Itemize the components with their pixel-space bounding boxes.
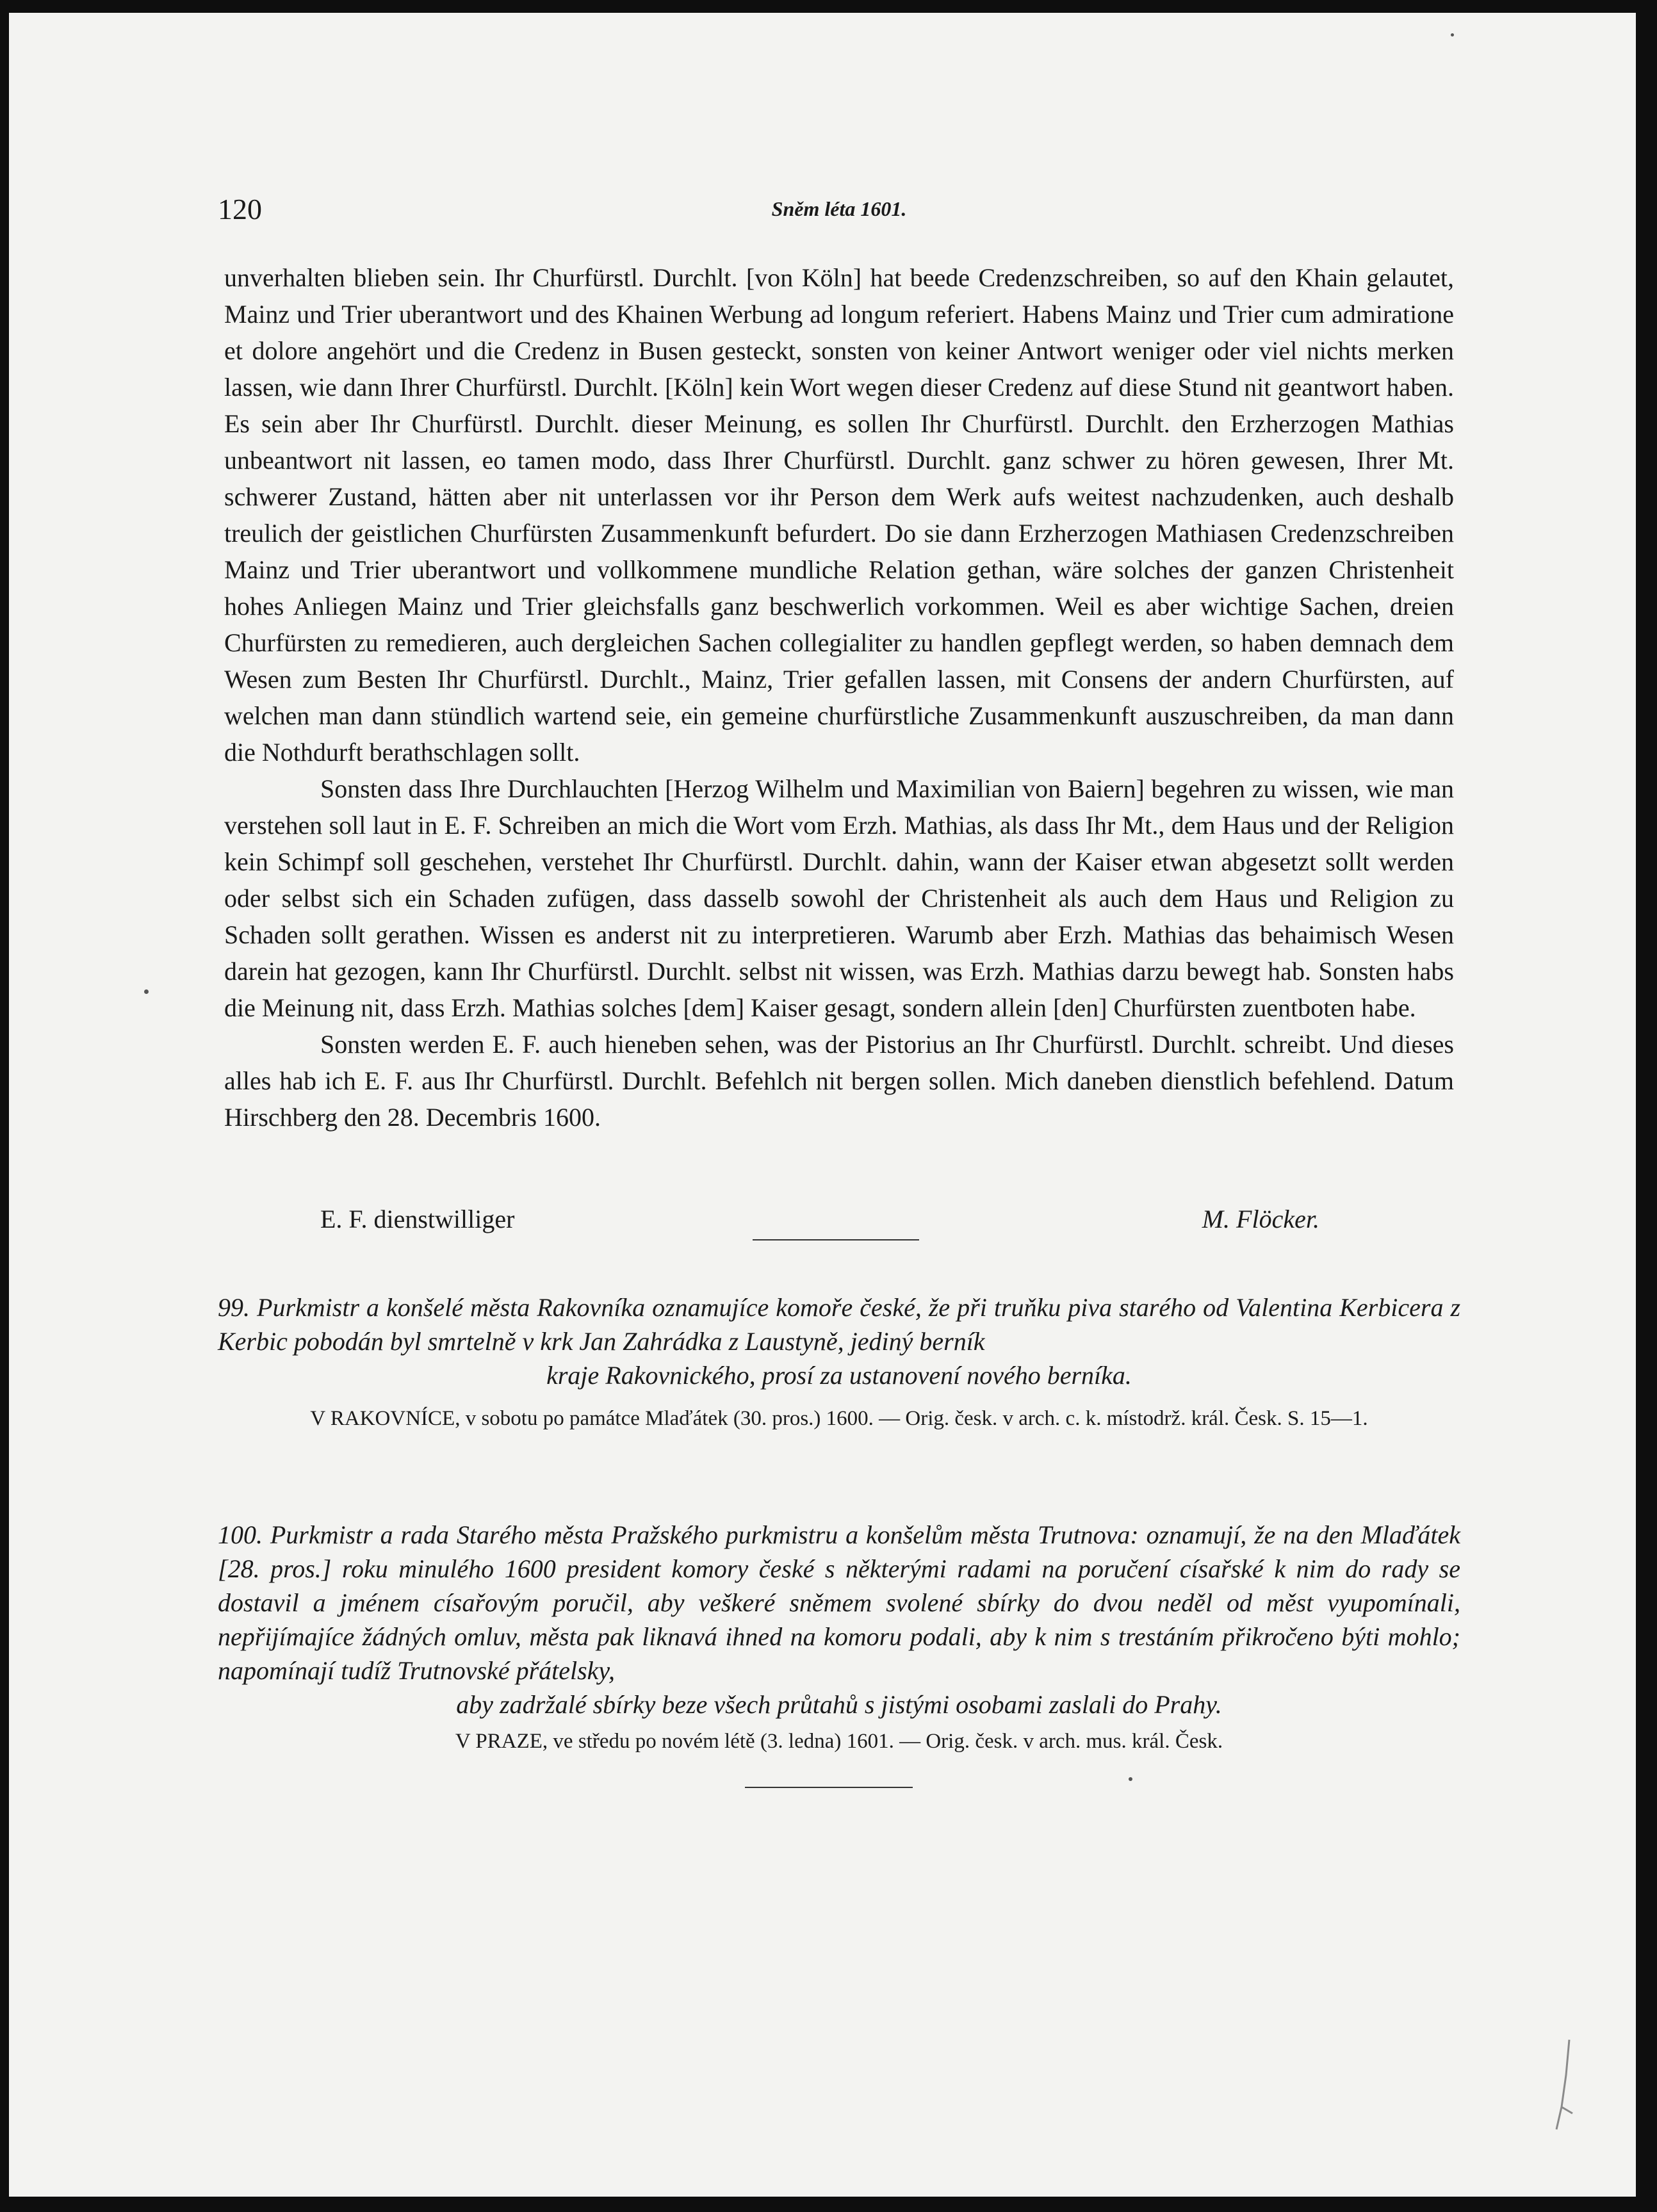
running-title: Sněm léta 1601. [771, 197, 907, 220]
page-header [218, 192, 1460, 231]
letter-signature-line [320, 1201, 1319, 1237]
section-divider [753, 1239, 919, 1240]
scan-speck [1129, 1777, 1132, 1781]
entry-99-regest-text: Purkmistr a konšelé města Rakovníka oznamujíce komoře české, že při truňku piva starého od Valentina Kerbicera z Kerbic pobodán byl smrtelně v krk Jan Zahrádka z Laustyně, jediný berník [218, 1293, 1461, 1356]
entry-100-regest-last-line: aby zadržalé sbírky beze všech průtahů s jistými osobami zaslali do Prahy. [456, 1690, 1222, 1719]
scan-speck [1451, 33, 1454, 37]
page-number: 120 [218, 193, 262, 225]
letter-paragraph-2: Sonsten dass Ihre Durchlauchten [Herzog Wilhelm und Maximilian von Baiern] begehren zu wissen, wie man verstehen soll laut in E. F. Schreiben an mich die Wort vom Erzh. Mathias, als dass Ihr Mt., dem Haus und der Religion kein Schimpf soll geschehen, verstehet Ihr Churfürstl. Durchlt. dahin, wann der Kaiser etwan abgesetzt sollt werden oder selbst sich ein Schaden zufügen, dass dasselb sowohl der Christenheit als auch dem Haus und Religion zu Schaden sollt gerathen. Wissen es anderst nit zu interpretieren. Warumb aber Erzh. Mathias das behaimisch Wesen darein hat gezogen, kann Ihr Churfürstl. Durchlt. selbst nit wissen, was Erzh. Mathias darzu bewegt hab. Sonsten habs die Meinung nit, dass Erzh. Mathias solches [dem] Kaiser gesagt, sondern allein [den] Churfürsten zuentboten habe. [224, 774, 1454, 1022]
entry-100-regest-text: Purkmistr a rada Starého města Pražského purkmistru a konšelům města Trutnova: oznamují, že na den Mlaďátek [28. pros.] roku minulého 1600 president komory české s některými radami na poručení císařské k nim do rady se dostavil a jménem císařovým poručil, aby veškeré sněmem svolené sbírky do dvou neděl od měst vyupomínali, nepřijímajíce žádných omluv, města pak liknavá ihned na komoru podali, aby k nim s trestáním přikročeno býti mohlo; napomínají tudíž Trutnovské přátelsky, [218, 1520, 1461, 1685]
letter-body [224, 259, 1454, 1135]
entry-99-regest-last-line: kraje Rakovnického, prosí za ustanovení nového berníka. [546, 1361, 1132, 1390]
entry-100-number: 100. [218, 1520, 263, 1549]
section-divider-bottom [745, 1787, 913, 1788]
entry-100-regest [218, 1518, 1460, 1721]
entry-99-number: 99. [218, 1293, 250, 1322]
entry-99-source: V RAKOVNÍCE, v sobotu po památce Mlaďátek (30. pros.) 1600. — Orig. česk. v arch. c. k. místodrž. král. Česk. S. 15—1. [310, 1407, 1368, 1430]
letter-closing: E. F. dienstwilliger [320, 1205, 515, 1233]
entry-100-source: V PRAZE, ve středu po novém létě (3. ledna) 1601. — Orig. česk. v arch. mus. král. Česk. [455, 1730, 1223, 1753]
letter-paragraph-1: unverhalten blieben sein. Ihr Churfürstl. Durchlt. [von Köln] hat beede Credenzschreiben, so auf den Khain gelautet, Mainz und Trier uberantwort und des Khainen Werbung ad longum referiert. Habens Mainz und Trier cum admiratione et dolore angehört und die Credenz in Busen gesteckt, sonsten von keiner Antwort weniger oder viel nichts merken lassen, wie dann Ihrer Churfürstl. Durchlt. [Köln] kein Wort wegen dieser Credenz auf diese Stund nit geantwort haben. Es sein aber Ihr Churfürstl. Durchlt. dieser Meinung, es sollen Ihr Churfürstl. Durchlt. den Erzherzogen Mathias unbeantwort nit lassen, eo tamen modo, dass Ihrer Churfürstl. Durchlt. ganz schwer zu hören gewesen, Ihrer Mt. schwerer Zustand, hätten aber nit unterlassen vor ihr Person dem Werk aufs weitest nachzudenken, auch deshalb treulich der geistlichen Churfürsten Zusammenkunft befurdert. Do sie dann Erzherzogen Mathiasen Credenzschreiben Mainz und Trier uberantwort und vollkommene mundliche Relation gethan, wäre solches der ganzen Christenheit hohes Anliegen Mainz und Trier gleichsfalls ganz beschwerlich vorkommen. Weil es aber wichtige Sachen, dreien Churfürsten zu remedieren, auch dergleichen Sachen collegialiter zu handlen gepflegt werden, so haben demnach dem Wesen zum Besten Ihr Churfürstl. Durchlt., Mainz, Trier gefallen lassen, mit Consens der andern Churfürsten, auf welchen man dann stündlich wartend seie, ein gemeine churfürstliche Zusammenkunft auszuschreiben, da man dann die Nothdurft berathschlagen sollt. [224, 263, 1454, 767]
scan-speck [144, 989, 149, 994]
pencil-mark [1544, 2037, 1582, 2133]
entry-99-regest [218, 1290, 1460, 1392]
letter-paragraph-3: Sonsten werden E. F. auch hieneben sehen, was der Pistorius an Ihr Churfürstl. Durchlt. schreibt. Und dieses alles hab ich E. F. aus Ihr Churfürstl. Durchlt. Befehlch nit bergen sollen. Mich daneben dienstlich befehlend. Datum Hirschberg den 28. Decembris 1600. [224, 1030, 1454, 1132]
letter-signature: M. Flöcker. [1202, 1205, 1319, 1233]
